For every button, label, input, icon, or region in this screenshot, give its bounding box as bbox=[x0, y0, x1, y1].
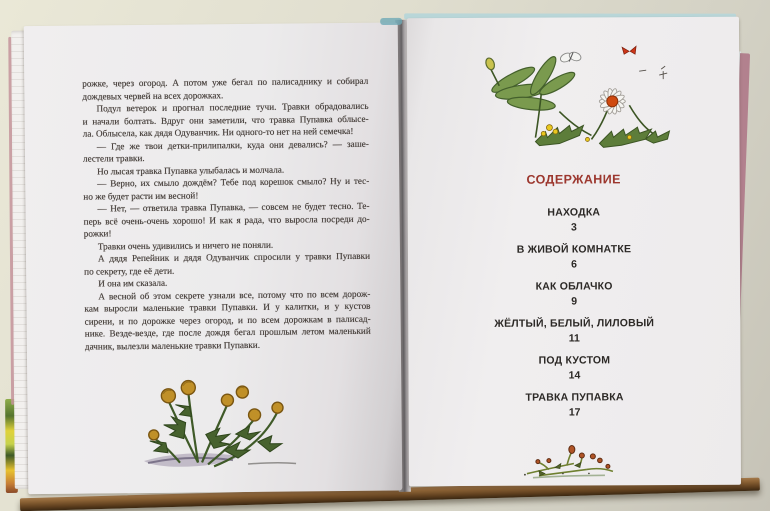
toc-entry-title: В ЖИВОЙ КОМНАТКЕ bbox=[516, 243, 632, 256]
text-line: по секрету, где её дети. bbox=[84, 265, 175, 277]
toc-entry bbox=[408, 279, 740, 310]
toc-entry-title: ЖЁЛТЫЙ, БЕЛЫЙ, ЛИЛОВЫЙ bbox=[494, 317, 655, 330]
text-line: кам выросли маленькие травки Пупавки. И у калитки, и у кустов bbox=[84, 300, 371, 314]
gutter-top-cover-glimpse bbox=[380, 18, 402, 25]
toc-entry bbox=[408, 205, 740, 236]
story-text bbox=[82, 75, 371, 353]
toc-entry-page: 17 bbox=[568, 406, 581, 419]
toc-entry-page: 6 bbox=[571, 258, 577, 271]
toc-entry bbox=[408, 316, 740, 347]
text-line: И она им сказала. bbox=[98, 277, 168, 289]
text-line: рожки! bbox=[83, 228, 112, 239]
text-line: нике. Везде-везде, где после дождя бегал прошлым летом маленький bbox=[84, 325, 371, 339]
text-line: сирени, и по дорожке через огород, и по всем дорожкам в палисад- bbox=[84, 313, 371, 327]
text-line: ла. Облысела, как дядя Одуванчик. Ни одного-то нет на ней семечка! bbox=[82, 125, 354, 139]
toc-entry-title: НАХОДКА bbox=[547, 206, 601, 219]
text-line: Но лысая травка Пупавка улыбалась и молчала. bbox=[97, 164, 285, 176]
text-line: — Нет, — ответила травка Пупавка, — совсем не будет тесно. Те- bbox=[97, 200, 370, 214]
toc-entry-page: 9 bbox=[571, 295, 578, 308]
text-line: Подул ветерок и прогнал последние тучи. Травки обрадовались bbox=[96, 100, 369, 114]
text-line: и начали болтать. Вдруг они заметили, что травка Пупавка облысе- bbox=[82, 113, 369, 127]
open-book bbox=[2, 7, 762, 505]
right-page bbox=[407, 17, 741, 486]
text-line: Травки очень удивились и ничего не поняли. bbox=[97, 239, 274, 251]
toc-entry bbox=[409, 390, 741, 421]
text-line: — Верно, их смыло дождём? Тебе под корешок смыло? Ну и тес- bbox=[97, 175, 370, 189]
left-page bbox=[24, 22, 403, 494]
text-line: дождевых червей на всех дорожках. bbox=[82, 89, 224, 102]
text-line: А дядя Репейник и дядя Одуванчик спросили у травки Пупавки bbox=[97, 250, 371, 264]
text-line: перь всё очень-очень хорошо! И как я рада, что выросла посреди до- bbox=[83, 213, 370, 227]
toc-entry-page: 11 bbox=[568, 332, 580, 345]
pineapple-weed-illustration bbox=[127, 371, 323, 475]
text-line: но же будет расти им весной! bbox=[83, 189, 199, 202]
text-line: — Где же твои детки-прилипалки, куда они девались? — заше- bbox=[96, 138, 369, 151]
text-line: дачник, вылезли маленькие травки Пупавки. bbox=[84, 339, 261, 352]
text-line: А весной об этом секрете узнали все, потому что по всем дорож- bbox=[98, 288, 371, 301]
weed-sprig-illustration bbox=[519, 443, 619, 483]
toc-entry bbox=[408, 353, 740, 384]
toc-entry-title: ПОД КУСТОМ bbox=[538, 354, 611, 367]
table-of-contents bbox=[408, 205, 741, 428]
toc-entry-title: КАК ОБЛАЧКО bbox=[535, 280, 613, 293]
toc-title: СОДЕРЖАНИЕ bbox=[526, 172, 621, 187]
text-line: лестели травки. bbox=[82, 153, 145, 164]
toc-entry-page: 14 bbox=[568, 369, 581, 382]
meadow-flowers-illustration bbox=[479, 41, 689, 152]
toc-entry-title: ТРАВКА ПУПАВКА bbox=[525, 391, 624, 404]
text-line: рожке, через огород. А потом уже бегал по палисаднику и собирал bbox=[82, 75, 369, 89]
toc-entry-page: 3 bbox=[570, 221, 577, 234]
toc-entry bbox=[408, 242, 740, 273]
